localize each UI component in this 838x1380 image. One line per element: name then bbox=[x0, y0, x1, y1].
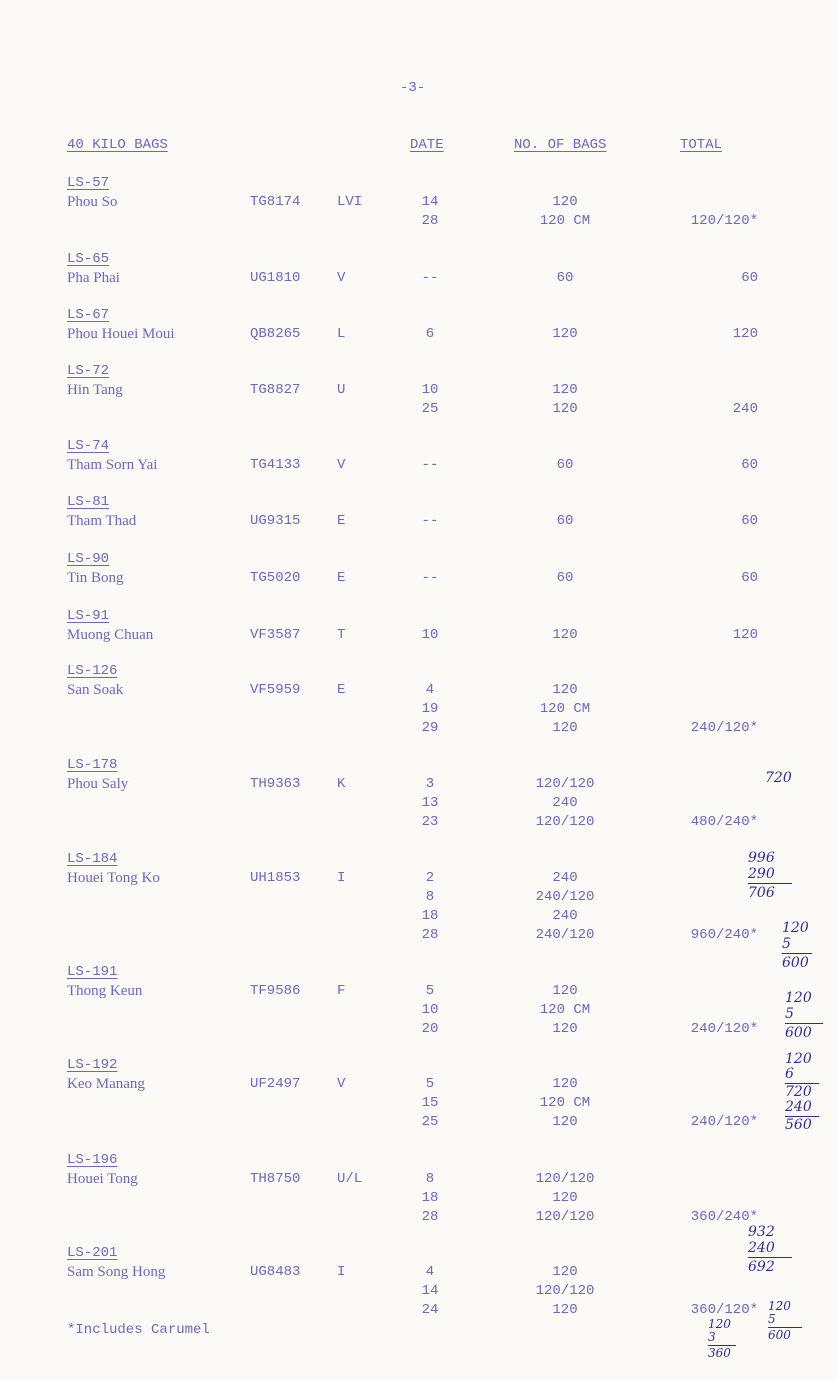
bag-count: 120 bbox=[552, 720, 578, 736]
bag-count: 60 bbox=[556, 457, 574, 473]
site-id: LS-65 bbox=[67, 251, 110, 267]
bag-count: 240 bbox=[552, 870, 578, 886]
site-code: E bbox=[337, 570, 346, 586]
handwritten-value: 360 bbox=[708, 1346, 731, 1360]
site-name: Tin Bong bbox=[67, 570, 124, 586]
site-code: E bbox=[337, 682, 346, 698]
header-total: TOTAL bbox=[680, 137, 723, 153]
grid-reference: UF2497 bbox=[250, 1076, 301, 1092]
delivery-row bbox=[0, 382, 838, 401]
site-id: LS-184 bbox=[67, 851, 118, 867]
entry-total: 240/120* bbox=[690, 1114, 758, 1130]
site-code: I bbox=[337, 870, 346, 886]
delivery-row bbox=[0, 983, 838, 1002]
grid-reference: UG8483 bbox=[250, 1264, 301, 1280]
site-id: LS-74 bbox=[67, 438, 110, 454]
bag-count: 240 bbox=[552, 795, 578, 811]
delivery-date: 20 bbox=[421, 1021, 439, 1037]
site-name: Phou Houei Moui bbox=[67, 326, 175, 342]
delivery-date: 14 bbox=[421, 194, 439, 210]
delivery-date: 13 bbox=[421, 795, 439, 811]
site-name: Thong Keun bbox=[67, 983, 143, 999]
delivery-date: 10 bbox=[421, 1002, 439, 1018]
entry-total: 240 bbox=[732, 401, 758, 417]
entry-total: 360/120* bbox=[690, 1302, 758, 1318]
delivery-date: 28 bbox=[421, 1209, 439, 1225]
handwritten-rule bbox=[782, 953, 812, 954]
delivery-date: -- bbox=[421, 513, 439, 529]
entry-total: 360/240* bbox=[690, 1209, 758, 1225]
bag-count: 120/120 bbox=[535, 1171, 595, 1187]
delivery-date: 28 bbox=[421, 927, 439, 943]
delivery-date: 5 bbox=[425, 1076, 435, 1092]
grid-reference: TG8174 bbox=[250, 194, 301, 210]
site-name: Pha Phai bbox=[67, 270, 120, 286]
grid-reference: TG8827 bbox=[250, 382, 301, 398]
site-id: LS-191 bbox=[67, 964, 118, 980]
grid-reference: QB8265 bbox=[250, 326, 301, 342]
handwritten-value: 996 bbox=[748, 850, 775, 866]
delivery-row bbox=[0, 1095, 838, 1114]
bag-count: 120 bbox=[552, 627, 578, 643]
handwritten-rule bbox=[748, 883, 792, 884]
entry-total: 480/240* bbox=[690, 814, 758, 830]
bag-count: 120 bbox=[552, 1190, 578, 1206]
delivery-date: 4 bbox=[425, 682, 435, 698]
grid-reference: UG1810 bbox=[250, 270, 301, 286]
site-code: V bbox=[337, 1076, 346, 1092]
bag-count: 120 bbox=[552, 401, 578, 417]
site-code: V bbox=[337, 270, 346, 286]
bag-count: 240/120 bbox=[535, 927, 595, 943]
delivery-date: 25 bbox=[421, 401, 439, 417]
delivery-row bbox=[0, 1171, 838, 1190]
delivery-date: -- bbox=[421, 570, 439, 586]
bag-count: 120/120 bbox=[535, 776, 595, 792]
handwritten-note bbox=[748, 1224, 792, 1275]
delivery-date: 15 bbox=[421, 1095, 439, 1111]
delivery-date: 4 bbox=[425, 1264, 435, 1280]
delivery-date: -- bbox=[421, 457, 439, 473]
grid-reference: TH8750 bbox=[250, 1171, 301, 1187]
delivery-date: 28 bbox=[421, 213, 439, 229]
grid-reference: VF5959 bbox=[250, 682, 301, 698]
grid-reference: TF9586 bbox=[250, 983, 301, 999]
grid-reference: TG5020 bbox=[250, 570, 301, 586]
delivery-date: 8 bbox=[425, 1171, 435, 1187]
entry-total: 60 bbox=[741, 270, 758, 286]
header-date: DATE bbox=[410, 137, 444, 153]
site-name: Houei Tong Ko bbox=[67, 870, 160, 886]
bag-count: 60 bbox=[556, 570, 574, 586]
handwritten-note: 720 bbox=[765, 770, 792, 786]
bag-count: 60 bbox=[556, 513, 574, 529]
handwritten-value: 120 bbox=[782, 920, 809, 936]
bag-count: 120 bbox=[552, 382, 578, 398]
bag-count: 120 bbox=[552, 1021, 578, 1037]
delivery-date: 18 bbox=[421, 1190, 439, 1206]
handwritten-note bbox=[748, 850, 792, 901]
handwritten-rule bbox=[748, 1257, 792, 1258]
delivery-row bbox=[0, 870, 838, 889]
entry-total: 60 bbox=[741, 457, 758, 473]
delivery-row bbox=[0, 795, 838, 814]
site-code: F bbox=[337, 983, 346, 999]
grid-reference: VF3587 bbox=[250, 627, 301, 643]
handwritten-value: 120 bbox=[785, 1051, 812, 1067]
delivery-date: 3 bbox=[425, 776, 435, 792]
site-name: Keo Manang bbox=[67, 1076, 145, 1092]
delivery-date: 6 bbox=[425, 326, 435, 342]
site-code: I bbox=[337, 1264, 346, 1280]
bag-count: 120 bbox=[552, 1114, 578, 1130]
delivery-date: 10 bbox=[421, 627, 439, 643]
footnote: *Includes Carumel bbox=[67, 1322, 210, 1338]
delivery-row bbox=[0, 682, 838, 701]
site-id: LS-126 bbox=[67, 663, 118, 679]
site-code: E bbox=[337, 513, 346, 529]
bag-count: 120 bbox=[552, 682, 578, 698]
site-name: San Soak bbox=[67, 682, 124, 698]
handwritten-value: 240 bbox=[785, 1099, 812, 1115]
grid-reference: UH1853 bbox=[250, 870, 301, 886]
handwritten-value: 5 bbox=[785, 1006, 794, 1022]
site-id: LS-90 bbox=[67, 551, 110, 567]
handwritten-value: 290 bbox=[748, 866, 775, 882]
site-name: Muong Chuan bbox=[67, 627, 154, 643]
delivery-date: 10 bbox=[421, 382, 439, 398]
bag-count: 120 CM bbox=[539, 1002, 591, 1018]
handwritten-value: 5 bbox=[768, 1312, 776, 1326]
site-id: LS-201 bbox=[67, 1245, 118, 1261]
site-code: T bbox=[337, 627, 346, 643]
bag-count: 120 CM bbox=[539, 701, 591, 717]
handwritten-note bbox=[768, 1300, 802, 1342]
entry-total: 60 bbox=[741, 513, 758, 529]
delivery-date: 29 bbox=[421, 720, 439, 736]
grid-reference: TG4133 bbox=[250, 457, 301, 473]
bag-count: 120 bbox=[552, 326, 578, 342]
delivery-row bbox=[0, 1264, 838, 1283]
delivery-date: 5 bbox=[425, 983, 435, 999]
delivery-date: 18 bbox=[421, 908, 439, 924]
delivery-date: 19 bbox=[421, 701, 439, 717]
handwritten-note bbox=[785, 990, 823, 1041]
bag-count: 120 bbox=[552, 1076, 578, 1092]
bag-count: 120 bbox=[552, 1302, 578, 1318]
delivery-row bbox=[0, 194, 838, 213]
site-code: LVI bbox=[337, 194, 363, 210]
site-name: Tham Thad bbox=[67, 513, 137, 529]
bag-count: 120 CM bbox=[539, 213, 591, 229]
site-code: U/L bbox=[337, 1171, 363, 1187]
site-id: LS-67 bbox=[67, 307, 110, 323]
page-number: -3- bbox=[400, 80, 426, 96]
entry-total: 60 bbox=[741, 570, 758, 586]
handwritten-value: 720 bbox=[785, 1084, 812, 1100]
handwritten-note bbox=[785, 1052, 819, 1133]
site-id: LS-57 bbox=[67, 175, 110, 191]
handwritten-value: 706 bbox=[748, 885, 775, 901]
handwritten-value: 120 bbox=[768, 1299, 791, 1313]
entry-total: 240/120* bbox=[690, 1021, 758, 1037]
bag-count: 240/120 bbox=[535, 889, 595, 905]
delivery-row bbox=[0, 1190, 838, 1209]
handwritten-value: 600 bbox=[782, 955, 809, 971]
site-code: K bbox=[337, 776, 346, 792]
grid-reference: UG9315 bbox=[250, 513, 301, 529]
bag-count: 120 bbox=[552, 194, 578, 210]
header-bags: NO. OF BAGS bbox=[514, 137, 607, 153]
handwritten-value: 600 bbox=[785, 1025, 812, 1041]
handwritten-value: 692 bbox=[748, 1259, 775, 1275]
handwritten-note bbox=[782, 920, 812, 971]
site-name: Phou So bbox=[67, 194, 118, 210]
entry-total: 240/120* bbox=[690, 720, 758, 736]
delivery-row bbox=[0, 1076, 838, 1095]
site-id: LS-72 bbox=[67, 363, 110, 379]
bag-count: 240 bbox=[552, 908, 578, 924]
handwritten-value: 5 bbox=[782, 936, 791, 952]
site-name: Houei Tong bbox=[67, 1171, 138, 1187]
header-category: 40 KILO BAGS bbox=[67, 137, 168, 153]
bag-count: 120/120 bbox=[535, 1283, 595, 1299]
bag-count: 120 bbox=[552, 983, 578, 999]
site-name: Tham Sorn Yai bbox=[67, 457, 158, 473]
delivery-row bbox=[0, 701, 838, 720]
bag-count: 120/120 bbox=[535, 814, 595, 830]
bag-count: 120 CM bbox=[539, 1095, 591, 1111]
site-name: Hin Tang bbox=[67, 382, 123, 398]
site-id: LS-81 bbox=[67, 494, 110, 510]
delivery-row bbox=[0, 1283, 838, 1302]
delivery-date: 23 bbox=[421, 814, 439, 830]
delivery-row bbox=[0, 889, 838, 908]
bag-count: 120/120 bbox=[535, 1209, 595, 1225]
site-name: Phou Saly bbox=[67, 776, 129, 792]
handwritten-value: 120 bbox=[708, 1317, 731, 1331]
site-name: Sam Song Hong bbox=[67, 1264, 166, 1280]
delivery-row bbox=[0, 908, 838, 927]
delivery-date: -- bbox=[421, 270, 439, 286]
entry-total: 120 bbox=[732, 627, 758, 643]
entry-total: 960/240* bbox=[690, 927, 758, 943]
site-id: LS-196 bbox=[67, 1152, 118, 1168]
handwritten-rule bbox=[785, 1023, 823, 1024]
handwritten-note bbox=[708, 1318, 736, 1360]
bag-count: 60 bbox=[556, 270, 574, 286]
handwritten-value: 600 bbox=[768, 1328, 791, 1342]
site-id: LS-178 bbox=[67, 757, 118, 773]
delivery-date: 8 bbox=[425, 889, 435, 905]
handwritten-value: 932 bbox=[748, 1224, 775, 1240]
site-id: LS-192 bbox=[67, 1057, 118, 1073]
site-code: V bbox=[337, 457, 346, 473]
delivery-row bbox=[0, 1002, 838, 1021]
delivery-date: 24 bbox=[421, 1302, 439, 1318]
handwritten-value: 120 bbox=[785, 990, 812, 1006]
entry-total: 120 bbox=[732, 326, 758, 342]
handwritten-value: 560 bbox=[785, 1117, 812, 1133]
delivery-date: 14 bbox=[421, 1283, 439, 1299]
site-id: LS-91 bbox=[67, 608, 110, 624]
handwritten-value: 6 bbox=[785, 1066, 794, 1082]
delivery-date: 2 bbox=[425, 870, 435, 886]
bag-count: 120 bbox=[552, 1264, 578, 1280]
handwritten-value: 3 bbox=[708, 1330, 716, 1344]
grid-reference: TH9363 bbox=[250, 776, 301, 792]
entry-total: 120/120* bbox=[690, 213, 758, 229]
site-code: L bbox=[337, 326, 346, 342]
site-code: U bbox=[337, 382, 346, 398]
delivery-date: 25 bbox=[421, 1114, 439, 1130]
handwritten-value: 240 bbox=[748, 1240, 775, 1256]
delivery-row bbox=[0, 776, 838, 795]
